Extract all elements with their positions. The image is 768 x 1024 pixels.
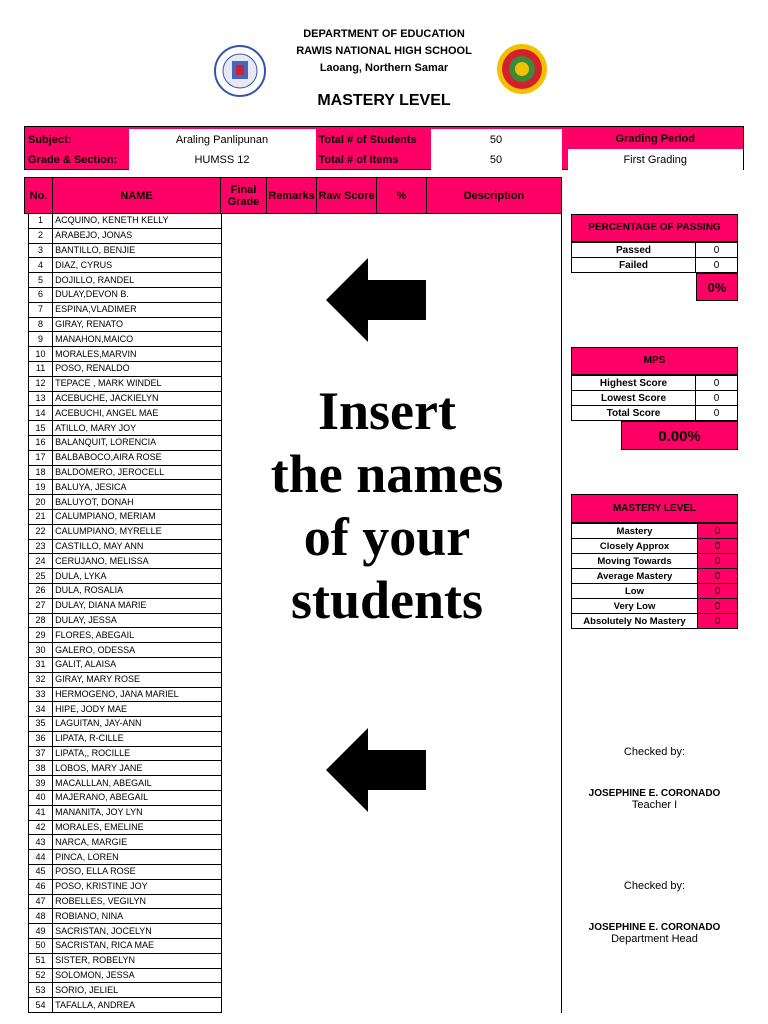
student-name[interactable]: GIRAY, MARY ROSE — [53, 672, 222, 687]
table-row — [29, 850, 222, 865]
period-value[interactable]: First Grading — [568, 150, 743, 170]
table-row — [29, 465, 222, 480]
student-name[interactable]: SOLOMON, JESSA — [53, 968, 222, 983]
table-row — [29, 939, 222, 954]
student-name[interactable]: DULAY,DEVON B. — [53, 287, 222, 302]
checked-by-label: Checked by: — [623, 880, 686, 892]
mastery-label: Moving Towards — [572, 554, 698, 569]
mastery-value: 0 — [698, 524, 738, 539]
student-name[interactable]: GALERO, ODESSA — [53, 643, 222, 658]
signature-block — [571, 880, 738, 945]
table-row — [29, 953, 222, 968]
grade-table-header — [24, 177, 562, 214]
table-row — [29, 228, 222, 243]
school-seal-logo — [496, 43, 548, 95]
table-row — [29, 435, 222, 450]
student-list — [28, 213, 222, 1013]
school-name: RAWIS NATIONAL HIGH SCHOOL — [296, 45, 472, 57]
mastery-label: Low — [572, 584, 698, 599]
student-name[interactable]: ATILLO, MARY JOY — [53, 421, 222, 436]
mps-percent: 0.00% — [621, 421, 738, 450]
mastery-row — [572, 584, 738, 599]
table-row — [29, 480, 222, 495]
table-row — [29, 347, 222, 362]
table-row — [29, 391, 222, 406]
mastery-row — [572, 599, 738, 614]
student-name[interactable]: LIPATA,, ROCILLE — [53, 746, 222, 761]
signature-block — [571, 746, 738, 811]
student-number: 31 — [29, 657, 53, 672]
signatory-role: Department Head — [611, 933, 698, 945]
subject-label: Subject: — [28, 133, 72, 146]
school-address: Laoang, Northern Samar — [319, 62, 449, 74]
student-name[interactable]: LAGUITAN, JAY-ANN — [53, 717, 222, 732]
table-row — [29, 450, 222, 465]
table-row — [29, 731, 222, 746]
student-name[interactable]: DULA, ROSALIA — [53, 583, 222, 598]
table-row — [29, 598, 222, 613]
mastery-row — [572, 539, 738, 554]
table-row — [29, 302, 222, 317]
students-label: Total # of Students — [318, 133, 417, 146]
table-row — [29, 909, 222, 924]
total-score-label: Total Score — [572, 406, 696, 421]
student-number: 42 — [29, 820, 53, 835]
page-title: MASTERY LEVEL — [317, 92, 451, 109]
failed-value: 0 — [696, 258, 738, 273]
highest-score-label: Highest Score — [572, 376, 696, 391]
highest-score-value: 0 — [696, 376, 738, 391]
table-row — [29, 746, 222, 761]
lowest-score-value: 0 — [696, 391, 738, 406]
table-row — [29, 628, 222, 643]
student-name[interactable]: GIRAY, RENATO — [53, 317, 222, 332]
instruction-line: the names — [270, 444, 504, 504]
student-name[interactable]: MORALES, EMELINE — [53, 820, 222, 835]
student-name[interactable]: SACRISTAN, RICA MAE — [53, 939, 222, 954]
student-name[interactable]: SACRISTAN, JOCELYN — [53, 924, 222, 939]
passing-title: PERCENTAGE OF PASSING — [571, 214, 738, 242]
student-number: 20 — [29, 495, 53, 510]
student-name[interactable]: CALUMPIANO, MERIAM — [53, 509, 222, 524]
student-name[interactable]: DIAZ, CYRUS — [53, 258, 222, 273]
student-number: 29 — [29, 628, 53, 643]
table-row — [29, 613, 222, 628]
student-name[interactable]: NARCA, MARGIE — [53, 835, 222, 850]
student-number: 17 — [29, 450, 53, 465]
table-row — [29, 243, 222, 258]
subject-value[interactable]: Araling Panlipunan — [129, 130, 315, 150]
student-number: 37 — [29, 746, 53, 761]
table-row — [29, 332, 222, 347]
instruction-line: of your — [303, 507, 471, 567]
student-number: 1 — [29, 214, 53, 229]
mastery-row — [572, 614, 738, 629]
mastery-label: Average Mastery — [572, 569, 698, 584]
student-number: 54 — [29, 998, 53, 1013]
table-row — [29, 214, 222, 229]
table-row — [29, 983, 222, 998]
col-no: No. — [25, 178, 53, 214]
col-percent: % — [377, 178, 427, 214]
student-name[interactable]: LOBOS, MARY JANE — [53, 761, 222, 776]
students-value[interactable]: 50 — [431, 130, 561, 150]
mastery-value: 0 — [698, 539, 738, 554]
student-number: 43 — [29, 835, 53, 850]
student-number: 44 — [29, 850, 53, 865]
student-number: 27 — [29, 598, 53, 613]
table-row — [29, 495, 222, 510]
instruction-text — [232, 380, 542, 632]
table-row — [29, 287, 222, 302]
mastery-label: Closely Approx — [572, 539, 698, 554]
table-row — [29, 539, 222, 554]
col-remarks: Remarks — [267, 178, 317, 214]
student-name[interactable]: MANANITA, JOY LYN — [53, 805, 222, 820]
student-name[interactable]: GALIT, ALAISA — [53, 657, 222, 672]
col-final-grade: Final Grade — [221, 178, 267, 214]
table-row — [29, 702, 222, 717]
table-row — [29, 820, 222, 835]
student-number: 19 — [29, 480, 53, 495]
student-number: 40 — [29, 791, 53, 806]
student-number: 9 — [29, 332, 53, 347]
mastery-value: 0 — [698, 614, 738, 629]
student-number: 14 — [29, 406, 53, 421]
student-number: 18 — [29, 465, 53, 480]
mastery-label: Very Low — [572, 599, 698, 614]
passing-panel — [571, 214, 738, 301]
student-name[interactable]: ESPINA,VLADIMER — [53, 302, 222, 317]
table-row — [29, 672, 222, 687]
student-number: 26 — [29, 583, 53, 598]
student-number: 49 — [29, 924, 53, 939]
student-name[interactable]: ACEBUCHE, JACKIELYN — [53, 391, 222, 406]
table-row — [29, 643, 222, 658]
student-name[interactable]: SORIO, JELIEL — [53, 983, 222, 998]
table-row — [29, 968, 222, 983]
student-name[interactable]: TAFALLA, ANDREA — [53, 998, 222, 1013]
table-row — [29, 317, 222, 332]
student-number: 47 — [29, 894, 53, 909]
table-row — [29, 421, 222, 436]
instruction-line: Insert — [318, 381, 456, 441]
period-label: Grading Period — [615, 133, 695, 146]
table-row — [29, 524, 222, 539]
student-number: 10 — [29, 347, 53, 362]
student-number: 39 — [29, 776, 53, 791]
student-number: 41 — [29, 805, 53, 820]
mastery-value: 0 — [698, 584, 738, 599]
left-arrow-icon — [326, 728, 426, 817]
table-row — [29, 569, 222, 584]
student-number: 24 — [29, 554, 53, 569]
items-value[interactable]: 50 — [431, 150, 561, 170]
col-description: Description — [427, 178, 562, 214]
student-number: 22 — [29, 524, 53, 539]
student-number: 46 — [29, 879, 53, 894]
student-name[interactable]: CERUJANO, MELISSA — [53, 554, 222, 569]
student-number: 4 — [29, 258, 53, 273]
student-name[interactable]: TEPACE , MARK WINDEL — [53, 376, 222, 391]
section-value[interactable]: HUMSS 12 — [129, 150, 315, 170]
student-name[interactable]: DULA, LYKA — [53, 569, 222, 584]
student-name[interactable]: HERMOGENO, JANA MARIEL — [53, 687, 222, 702]
student-name[interactable]: BALANQUIT, LORENCIA — [53, 435, 222, 450]
section-label: Grade & Section: — [28, 153, 118, 166]
signatory-name: JOSEPHINE E. CORONADO — [588, 922, 721, 933]
student-number: 3 — [29, 243, 53, 258]
checked-by-label: Checked by: — [623, 746, 686, 758]
student-number: 8 — [29, 317, 53, 332]
student-name[interactable]: MAJERANO, ABEGAIL — [53, 791, 222, 806]
table-row — [29, 998, 222, 1013]
student-name[interactable]: ARABEJO, JONAS — [53, 228, 222, 243]
lowest-score-label: Lowest Score — [572, 391, 696, 406]
letterhead — [270, 26, 498, 77]
passed-label: Passed — [572, 243, 696, 258]
mastery-label: Absolutely No Mastery — [572, 614, 698, 629]
student-number: 30 — [29, 643, 53, 658]
student-number: 15 — [29, 421, 53, 436]
mastery-panel — [571, 494, 738, 629]
mps-panel — [571, 347, 738, 450]
student-name[interactable]: DOJILLO, RANDEL — [53, 273, 222, 288]
student-name[interactable]: BANTILLO, BENJIE — [53, 243, 222, 258]
mastery-row — [572, 554, 738, 569]
mastery-value: 0 — [698, 569, 738, 584]
table-row — [29, 924, 222, 939]
student-name[interactable]: POSO, RENALDO — [53, 361, 222, 376]
items-label: Total # of Items — [318, 153, 399, 166]
student-number: 5 — [29, 273, 53, 288]
student-name[interactable]: BALUYA, JESICA — [53, 480, 222, 495]
instruction-line: students — [290, 570, 484, 630]
student-number: 21 — [29, 509, 53, 524]
table-row — [29, 406, 222, 421]
student-name[interactable]: POSO, ELLA ROSE — [53, 865, 222, 880]
student-name[interactable]: MACALLLAN, ABEGAIL — [53, 776, 222, 791]
table-row — [29, 894, 222, 909]
table-row — [29, 865, 222, 880]
table-row — [29, 717, 222, 732]
student-number: 11 — [29, 361, 53, 376]
student-name[interactable]: CALUMPIANO, MYRELLE — [53, 524, 222, 539]
passing-percent: 0% — [696, 273, 738, 301]
student-name[interactable]: ACQUINO, KENETH KELLY — [53, 214, 222, 229]
table-row — [29, 273, 222, 288]
student-name[interactable]: BALUYOT, DONAH — [53, 495, 222, 510]
table-row — [29, 791, 222, 806]
student-name[interactable]: POSO, KRISTINE JOY — [53, 879, 222, 894]
table-row — [29, 583, 222, 598]
table-row — [29, 761, 222, 776]
failed-label: Failed — [572, 258, 696, 273]
student-name[interactable]: MORALES,MARVIN — [53, 347, 222, 362]
signatory-name: JOSEPHINE E. CORONADO — [588, 788, 721, 799]
table-row — [29, 805, 222, 820]
student-number: 34 — [29, 702, 53, 717]
deped-seal-logo — [210, 45, 270, 97]
student-name[interactable]: DULAY, JESSA — [53, 613, 222, 628]
student-number: 35 — [29, 717, 53, 732]
total-score-value: 0 — [696, 406, 738, 421]
student-number: 28 — [29, 613, 53, 628]
table-row — [29, 687, 222, 702]
student-number: 13 — [29, 391, 53, 406]
student-number: 2 — [29, 228, 53, 243]
mastery-title: MASTERY LEVEL — [571, 494, 738, 523]
student-name[interactable]: LIPATA, R-CILLE — [53, 731, 222, 746]
student-number: 16 — [29, 435, 53, 450]
table-row — [29, 509, 222, 524]
col-raw-score: Raw Score — [317, 178, 377, 214]
student-number: 51 — [29, 953, 53, 968]
student-number: 25 — [29, 569, 53, 584]
student-name[interactable]: PINCA, LOREN — [53, 850, 222, 865]
mastery-row — [572, 524, 738, 539]
mastery-row — [572, 569, 738, 584]
student-number: 6 — [29, 287, 53, 302]
signatory-role: Teacher I — [631, 799, 678, 811]
table-row — [29, 258, 222, 273]
student-number: 45 — [29, 865, 53, 880]
student-name[interactable]: ROBELLES, VEGILYN — [53, 894, 222, 909]
mps-title: MPS — [571, 347, 738, 375]
table-row — [29, 879, 222, 894]
student-number: 32 — [29, 672, 53, 687]
student-name[interactable]: BALBABOCO,AIRA ROSE — [53, 450, 222, 465]
mastery-value: 0 — [698, 554, 738, 569]
student-name[interactable]: DULAY, DIANA MARIE — [53, 598, 222, 613]
info-band — [24, 126, 744, 170]
student-number: 36 — [29, 731, 53, 746]
student-name[interactable]: MANAHON,MAICO — [53, 332, 222, 347]
student-number: 38 — [29, 761, 53, 776]
student-number: 50 — [29, 939, 53, 954]
student-number: 33 — [29, 687, 53, 702]
student-name[interactable]: FLORES, ABEGAIL — [53, 628, 222, 643]
student-name[interactable]: ACEBUCHI, ANGEL MAE — [53, 406, 222, 421]
table-row — [29, 776, 222, 791]
student-name[interactable]: ROBIANO, NINA — [53, 909, 222, 924]
student-name[interactable]: HIPE, JODY MAE — [53, 702, 222, 717]
passed-value: 0 — [696, 243, 738, 258]
department-name: DEPARTMENT OF EDUCATION — [303, 28, 465, 40]
mastery-label: Mastery — [572, 524, 698, 539]
student-name[interactable]: BALDOMERO, JEROCELL — [53, 465, 222, 480]
student-number: 53 — [29, 983, 53, 998]
student-number: 23 — [29, 539, 53, 554]
left-arrow-icon — [326, 258, 426, 347]
student-number: 12 — [29, 376, 53, 391]
table-row — [29, 361, 222, 376]
col-name: NAME — [53, 178, 221, 214]
student-name[interactable]: SISTER, ROBELYN — [53, 953, 222, 968]
student-number: 7 — [29, 302, 53, 317]
table-row — [29, 835, 222, 850]
table-row — [29, 554, 222, 569]
student-number: 52 — [29, 968, 53, 983]
mastery-value: 0 — [698, 599, 738, 614]
student-number: 48 — [29, 909, 53, 924]
student-name[interactable]: CASTILLO, MAY ANN — [53, 539, 222, 554]
table-row — [29, 657, 222, 672]
table-row — [29, 376, 222, 391]
